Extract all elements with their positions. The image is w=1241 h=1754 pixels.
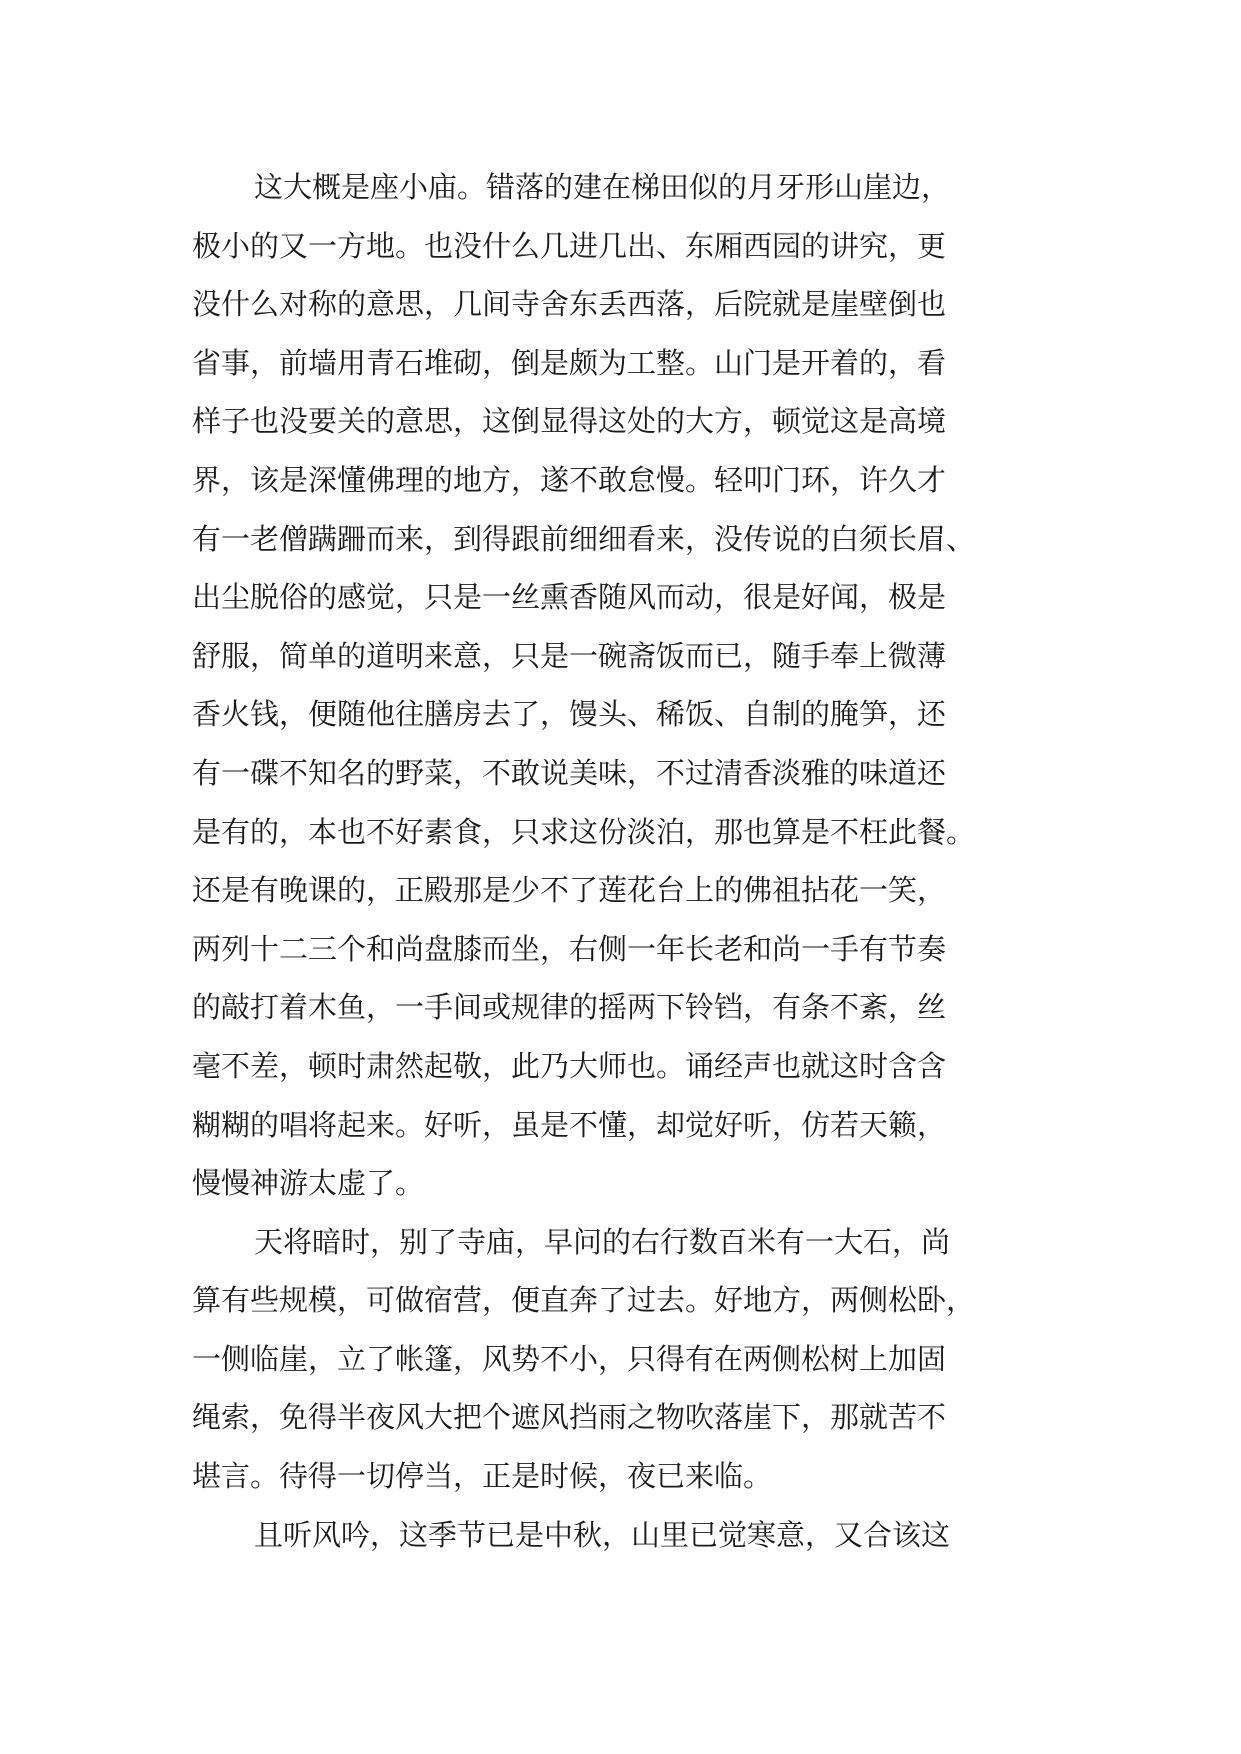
text-line: 有一老僧蹒跚而来，到得跟前细细看来，没传说的白须长眉、 <box>192 521 976 556</box>
text-line: 一侧临崖，立了帐篷，风势不小，只得有在两侧松树上加固 <box>192 1341 947 1376</box>
text-line: 样子也没要关的意思，这倒显得这处的大方，顿觉这是高境 <box>192 404 947 439</box>
text-line: 舒服，简单的道明来意，只是一碗斋饭而已，随手奉上微薄 <box>192 638 947 673</box>
text-line: 天将暗时，别了寺庙，早问的右行数百米有一大石，尚 <box>254 1224 951 1259</box>
text-line: 界，该是深懂佛理的地方，遂不敢怠慢。轻叩门环，许久才 <box>192 462 947 497</box>
text-line: 极小的又一方地。也没什么几进几出、东厢西园的讲究，更 <box>192 228 947 263</box>
text-line: 慢慢神游太虚了。 <box>192 1166 425 1201</box>
body-text <box>192 158 1072 1564</box>
text-line: 的敲打着木鱼，一手间或规律的摇两下铃铛，有条不紊，丝 <box>192 990 947 1025</box>
text-line: 没什么对称的意思，几间寺舍东丢西落，后院就是崖壁倒也 <box>192 287 947 322</box>
text-line: 香火钱，便随他往膳房去了，馒头、稀饭、自制的腌笋，还 <box>192 697 947 732</box>
text-line: 绳索，免得半夜风大把个遮风挡雨之物吹落崖下，那就苦不 <box>192 1400 947 1435</box>
text-line: 出尘脱俗的感觉，只是一丝熏香随风而动，很是好闻，极是 <box>192 580 947 615</box>
text-line: 省事，前墙用青石堆砌，倒是颇为工整。山门是开着的，看 <box>192 345 947 380</box>
text-line: 毫不差，顿时肃然起敬，此乃大师也。诵经声也就这时含含 <box>192 1048 947 1083</box>
text-line: 还是有晚课的，正殿那是少不了莲花台上的佛祖拈花一笑， <box>192 873 947 908</box>
text-line: 糊糊的唱将起来。好听，虽是不懂，却觉好听，仿若天籁， <box>192 1107 947 1142</box>
text-line: 且听风吟，这季节已是中秋，山里已觉寒意，又合该这 <box>254 1517 951 1552</box>
text-line: 这大概是座小庙。错落的建在梯田似的月牙形山崖边， <box>254 170 951 204</box>
text-line: 有一碟不知名的野菜，不敢说美味，不过清香淡雅的味道还 <box>192 755 947 790</box>
text-line: 堪言。待得一切停当，正是时候，夜已来临。 <box>192 1459 773 1494</box>
text-line: 两列十二三个和尚盘膝而坐，右侧一年长老和尚一手有节奏 <box>192 931 947 966</box>
text-line: 算有些规模，可做宿营，便直奔了过去。好地方，两侧松卧， <box>192 1283 976 1318</box>
text-line: 是有的，本也不好素食，只求这份淡泊，那也算是不枉此餐。 <box>192 814 976 849</box>
